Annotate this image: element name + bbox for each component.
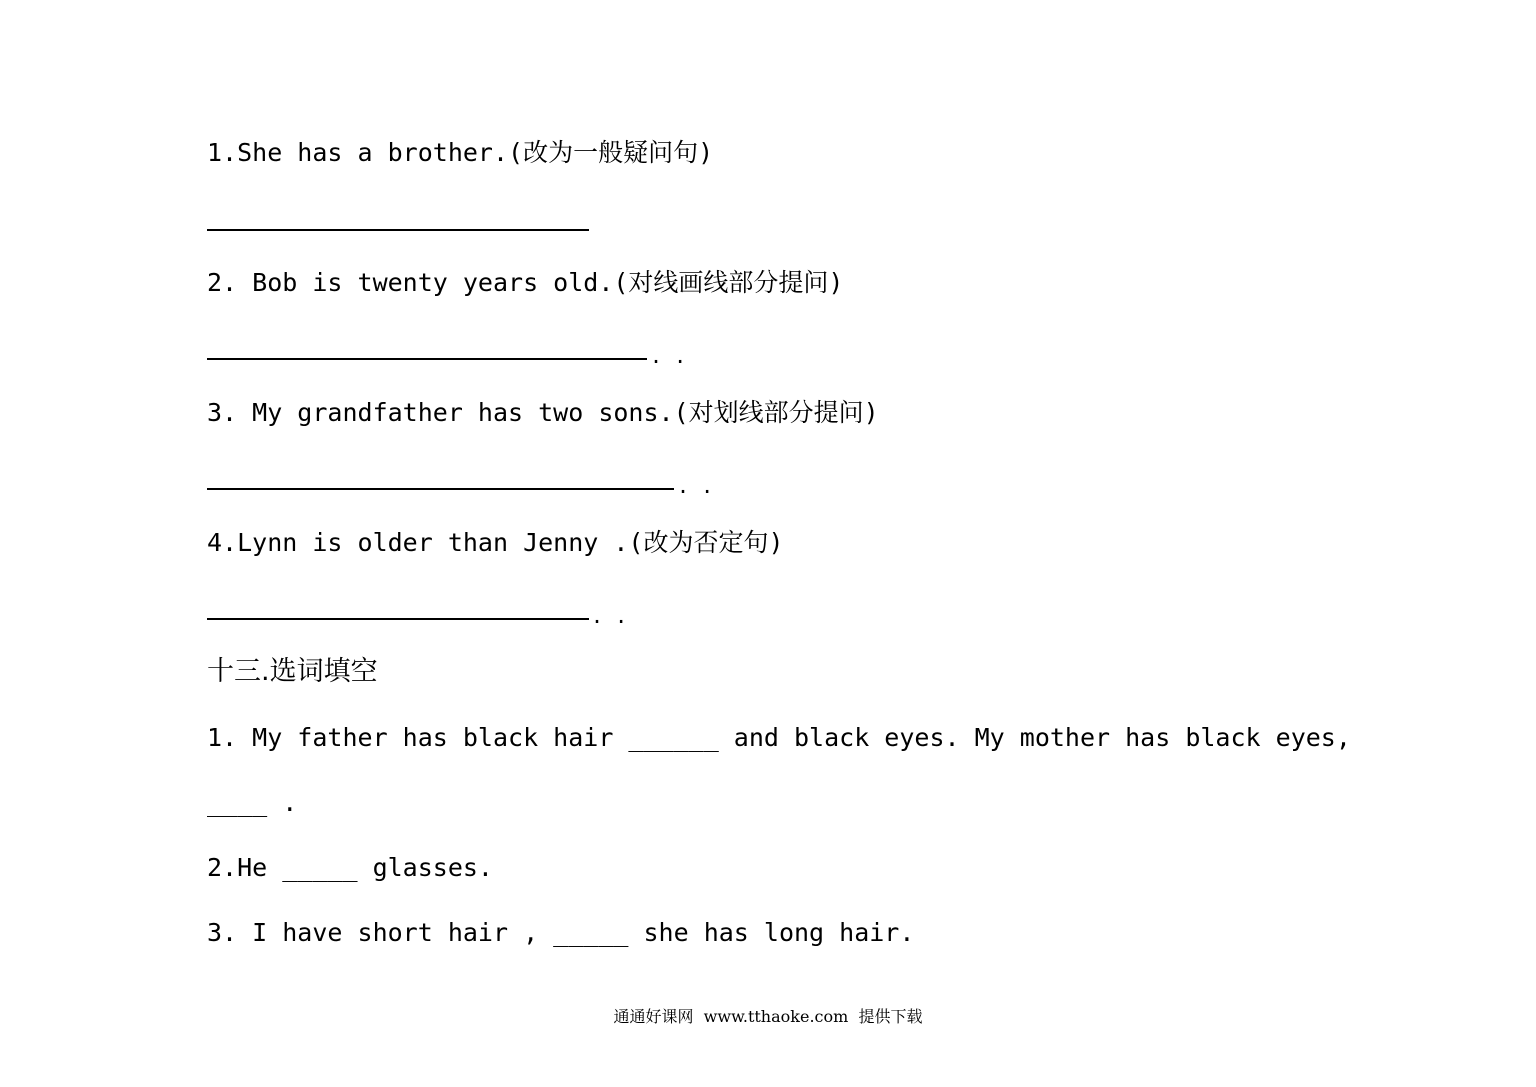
answer-line-4[interactable]	[207, 618, 589, 620]
answer-line-2-dots: . .	[650, 344, 687, 368]
fill-question-2: 2.He _____ glasses.	[207, 853, 493, 882]
answer-line-3[interactable]	[207, 488, 674, 490]
section-title: 十三.选词填空	[207, 656, 378, 687]
fill-question-1: 1. My father has black hair ______ and black eyes. My mother has black eyes,	[207, 723, 1351, 752]
answer-line-3-dots: . .	[677, 474, 714, 498]
answer-line-1[interactable]	[207, 229, 589, 231]
footer-text: 通通好课网 www.tthaoke.com 提供下载	[613, 1007, 923, 1026]
question-1: 1.She has a brother.(改为一般疑问句)	[207, 138, 714, 167]
question-4: 4.Lynn is older than Jenny .(改为否定句)	[207, 528, 784, 557]
question-2: 2. Bob is twenty years old.(对线画线部分提问)	[207, 268, 844, 297]
answer-line-2[interactable]	[207, 358, 647, 360]
fill-question-1-continued: ____ .	[207, 788, 298, 817]
answer-line-4-dots: . .	[591, 604, 628, 628]
question-3: 3. My grandfather has two sons.(对划线部分提问)	[207, 398, 879, 427]
fill-question-3: 3. I have short hair , _____ she has long hair.	[207, 918, 915, 947]
